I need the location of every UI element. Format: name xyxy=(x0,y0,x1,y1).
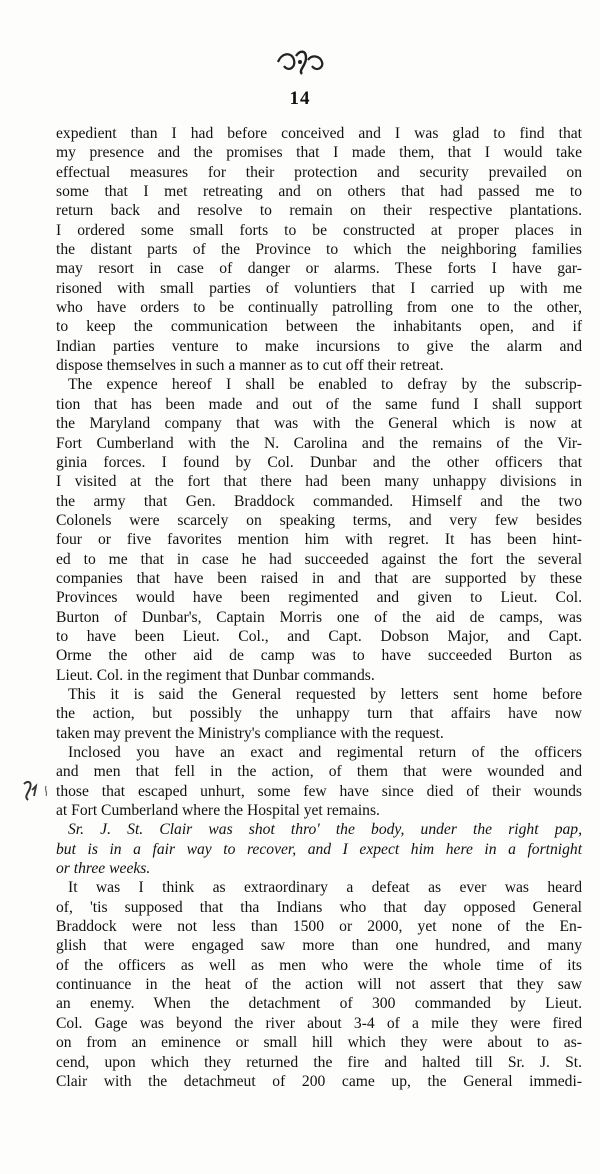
text-line: four or five favorites mention him with regret. It has been hint- xyxy=(56,531,582,549)
text-line-wrapper xyxy=(56,878,582,897)
text-line-wrapper xyxy=(56,298,582,317)
text-line: at Fort Cumberland where the Hospital yet remains. xyxy=(56,802,380,820)
text-line: but is in a fair way to recover, and I expect him here in a fortnight xyxy=(56,840,583,858)
text-line-wrapper xyxy=(56,221,582,240)
text-line-wrapper xyxy=(56,163,582,182)
text-line: dispose themselves in such a manner as to cut off their retreat. xyxy=(56,357,444,375)
text-line: of, 'tis supposed that tha Indians who that day opposed General xyxy=(56,898,582,916)
text-line: Provinces would have been regimented and given to Lieut. Col. xyxy=(56,589,582,607)
text-line-wrapper xyxy=(56,182,582,201)
text-line-wrapper xyxy=(56,762,582,781)
text-line-wrapper xyxy=(56,492,582,511)
text-line: cend, upon which they returned the fire and halted till Sr. J. St. xyxy=(56,1053,582,1071)
text-line: effectual measures for their protection and security prevailed on xyxy=(56,163,582,181)
text-line-wrapper xyxy=(56,994,582,1013)
text-line: companies that have been raised in and that are supported by these xyxy=(56,569,583,587)
text-line-wrapper xyxy=(56,1033,582,1052)
text-line: return back and resolve to remain on their respective plantations. xyxy=(56,202,583,220)
text-line-wrapper xyxy=(56,550,582,569)
text-line-wrapper xyxy=(56,259,582,278)
text-line-wrapper xyxy=(56,201,582,220)
text-line-wrapper xyxy=(56,975,582,994)
text-line: who have orders to be continually patrolling from one to the other, xyxy=(56,299,582,317)
page-number: 14 xyxy=(289,88,311,109)
text-line-wrapper xyxy=(56,859,582,878)
text-line: or three weeks. xyxy=(56,860,151,878)
text-line-wrapper xyxy=(56,627,582,646)
text-line: Indian parties venture to make incursions to give the alarm and xyxy=(56,337,582,355)
text-line-wrapper xyxy=(56,569,582,588)
text-line-wrapper xyxy=(56,279,582,298)
text-line: Inclosed you have an exact and regimental return of the officers xyxy=(68,744,582,761)
text-line-wrapper xyxy=(56,801,582,820)
text-line: ginia forces. I found by Col. Dunbar and the other officers that xyxy=(56,453,583,471)
text-line: Burton of Dunbar's, Captain Morris one of the aid de camps, was xyxy=(56,608,583,626)
text-line: Orme the other aid de camp was to have succeeded Burton as xyxy=(56,647,582,665)
text-line: an enemy. When the detachment of 300 commanded by Lieut. xyxy=(56,995,582,1013)
text-line: to have been Lieut. Col., and Capt. Dobson Major, and Capt. xyxy=(56,627,582,645)
text-line-wrapper xyxy=(56,453,582,472)
text-line-wrapper xyxy=(56,956,582,975)
text-line-wrapper xyxy=(56,1053,582,1072)
text-line: of the officers as well as men who were the whole time of its xyxy=(56,956,582,974)
text-line: my presence and the promises that I made them, that I would take xyxy=(56,144,582,162)
text-line: tion that has been made and out of the same fund I shall support xyxy=(56,395,582,413)
text-line-wrapper xyxy=(56,414,582,433)
text-line-wrapper xyxy=(56,936,582,955)
text-line-wrapper xyxy=(56,588,582,607)
text-line: the army that Gen. Braddock commanded. Himself and the two xyxy=(56,492,582,510)
text-line: those that escaped unhurt, some few have since died of their wounds xyxy=(56,782,582,800)
text-line-wrapper xyxy=(56,608,582,627)
text-line: I ordered some small forts to be constructed at proper places in xyxy=(56,221,582,239)
text-line-wrapper xyxy=(56,685,582,704)
text-line: The expence hereof I shall be enabled to defray by the subscrip- xyxy=(68,376,582,394)
text-line-wrapper xyxy=(56,646,582,665)
text-line-wrapper xyxy=(56,840,582,859)
text-line-wrapper xyxy=(56,240,582,259)
text-line: taken may prevent the Ministry's compliance with the request. xyxy=(56,724,444,742)
text-line: Sr. J. St. Clair was shot thro' the body, under the right pap, xyxy=(68,821,582,839)
text-line-wrapper xyxy=(56,530,582,549)
text-line-wrapper xyxy=(56,337,582,356)
text-line: the distant parts of the Province to which the neighboring families xyxy=(56,241,582,259)
text-line: Fort Cumberland with the N. Carolina and the remains of the Vir- xyxy=(56,434,582,452)
text-line-wrapper xyxy=(56,704,582,723)
text-line-wrapper xyxy=(56,434,582,453)
text-line: to keep the communication between the inhabitants open, and if xyxy=(56,318,583,336)
ornament-flourish-icon xyxy=(272,48,328,76)
margin-mark-icon xyxy=(20,778,54,804)
text-line-wrapper xyxy=(56,1072,582,1091)
text-line-wrapper xyxy=(56,666,582,685)
text-line: I visited at the fort that there had been many unhappy divisions in xyxy=(56,473,582,491)
text-line: It was I think as extraordinary a defeat as ever was heard xyxy=(68,879,582,897)
text-line-wrapper xyxy=(56,375,582,394)
text-line-wrapper xyxy=(56,782,582,801)
text-line-wrapper xyxy=(56,743,582,762)
text-line: Col. Gage was beyond the river about 3-4 of a mile they were fired xyxy=(56,1014,582,1032)
text-line-wrapper xyxy=(56,143,582,162)
text-line: some that I met retreating and on others that had passed me to xyxy=(56,183,582,201)
text-line: may resort in case of danger or alarms. These forts I have gar- xyxy=(56,260,582,278)
text-line: Clair with the detachmeut of 200 came up, the General immedi- xyxy=(56,1072,583,1090)
text-line-wrapper xyxy=(56,898,582,917)
text-line: ed to me that in case he had succeeded against the fort the several xyxy=(56,550,583,568)
body-text xyxy=(56,124,582,1091)
text-line: the action, but possibly the unhappy turn that affairs have now xyxy=(56,705,583,723)
text-line-wrapper xyxy=(56,356,582,375)
text-line-wrapper xyxy=(56,511,582,530)
text-line-wrapper xyxy=(56,1014,582,1033)
text-line-wrapper xyxy=(56,724,582,743)
text-line: expedient than I had before conceived and I was glad to find that xyxy=(56,125,582,142)
text-line: risoned with small parties of voluntiers that I carried up with me xyxy=(56,279,582,297)
text-line-wrapper xyxy=(56,395,582,414)
text-line: the Maryland company that was with the General which is now at xyxy=(56,415,583,433)
text-line: Lieut. Col. in the regiment that Dunbar commands. xyxy=(56,666,375,684)
text-line: Colonels were scarcely on speaking terms, and very few besides xyxy=(56,511,582,529)
text-line-wrapper xyxy=(56,317,582,336)
text-line-wrapper xyxy=(56,820,582,839)
text-line: This it is said the General requested by letters sent home before xyxy=(68,685,582,703)
text-line: continuance in the heat of the action will not assert that they saw xyxy=(56,976,582,994)
text-line: on from an eminence or small hill which they were about to as- xyxy=(56,1034,582,1052)
text-line-wrapper xyxy=(56,124,582,143)
text-line: Braddock were not less than 1500 or 2000, yet none of the En- xyxy=(56,918,583,936)
text-line: glish that were engaged saw more than one hundred, and many xyxy=(56,937,582,955)
text-line: and men that fell in the action, of them that were wounded and xyxy=(56,763,583,781)
text-line-wrapper xyxy=(56,472,582,491)
text-line-wrapper xyxy=(56,917,582,936)
